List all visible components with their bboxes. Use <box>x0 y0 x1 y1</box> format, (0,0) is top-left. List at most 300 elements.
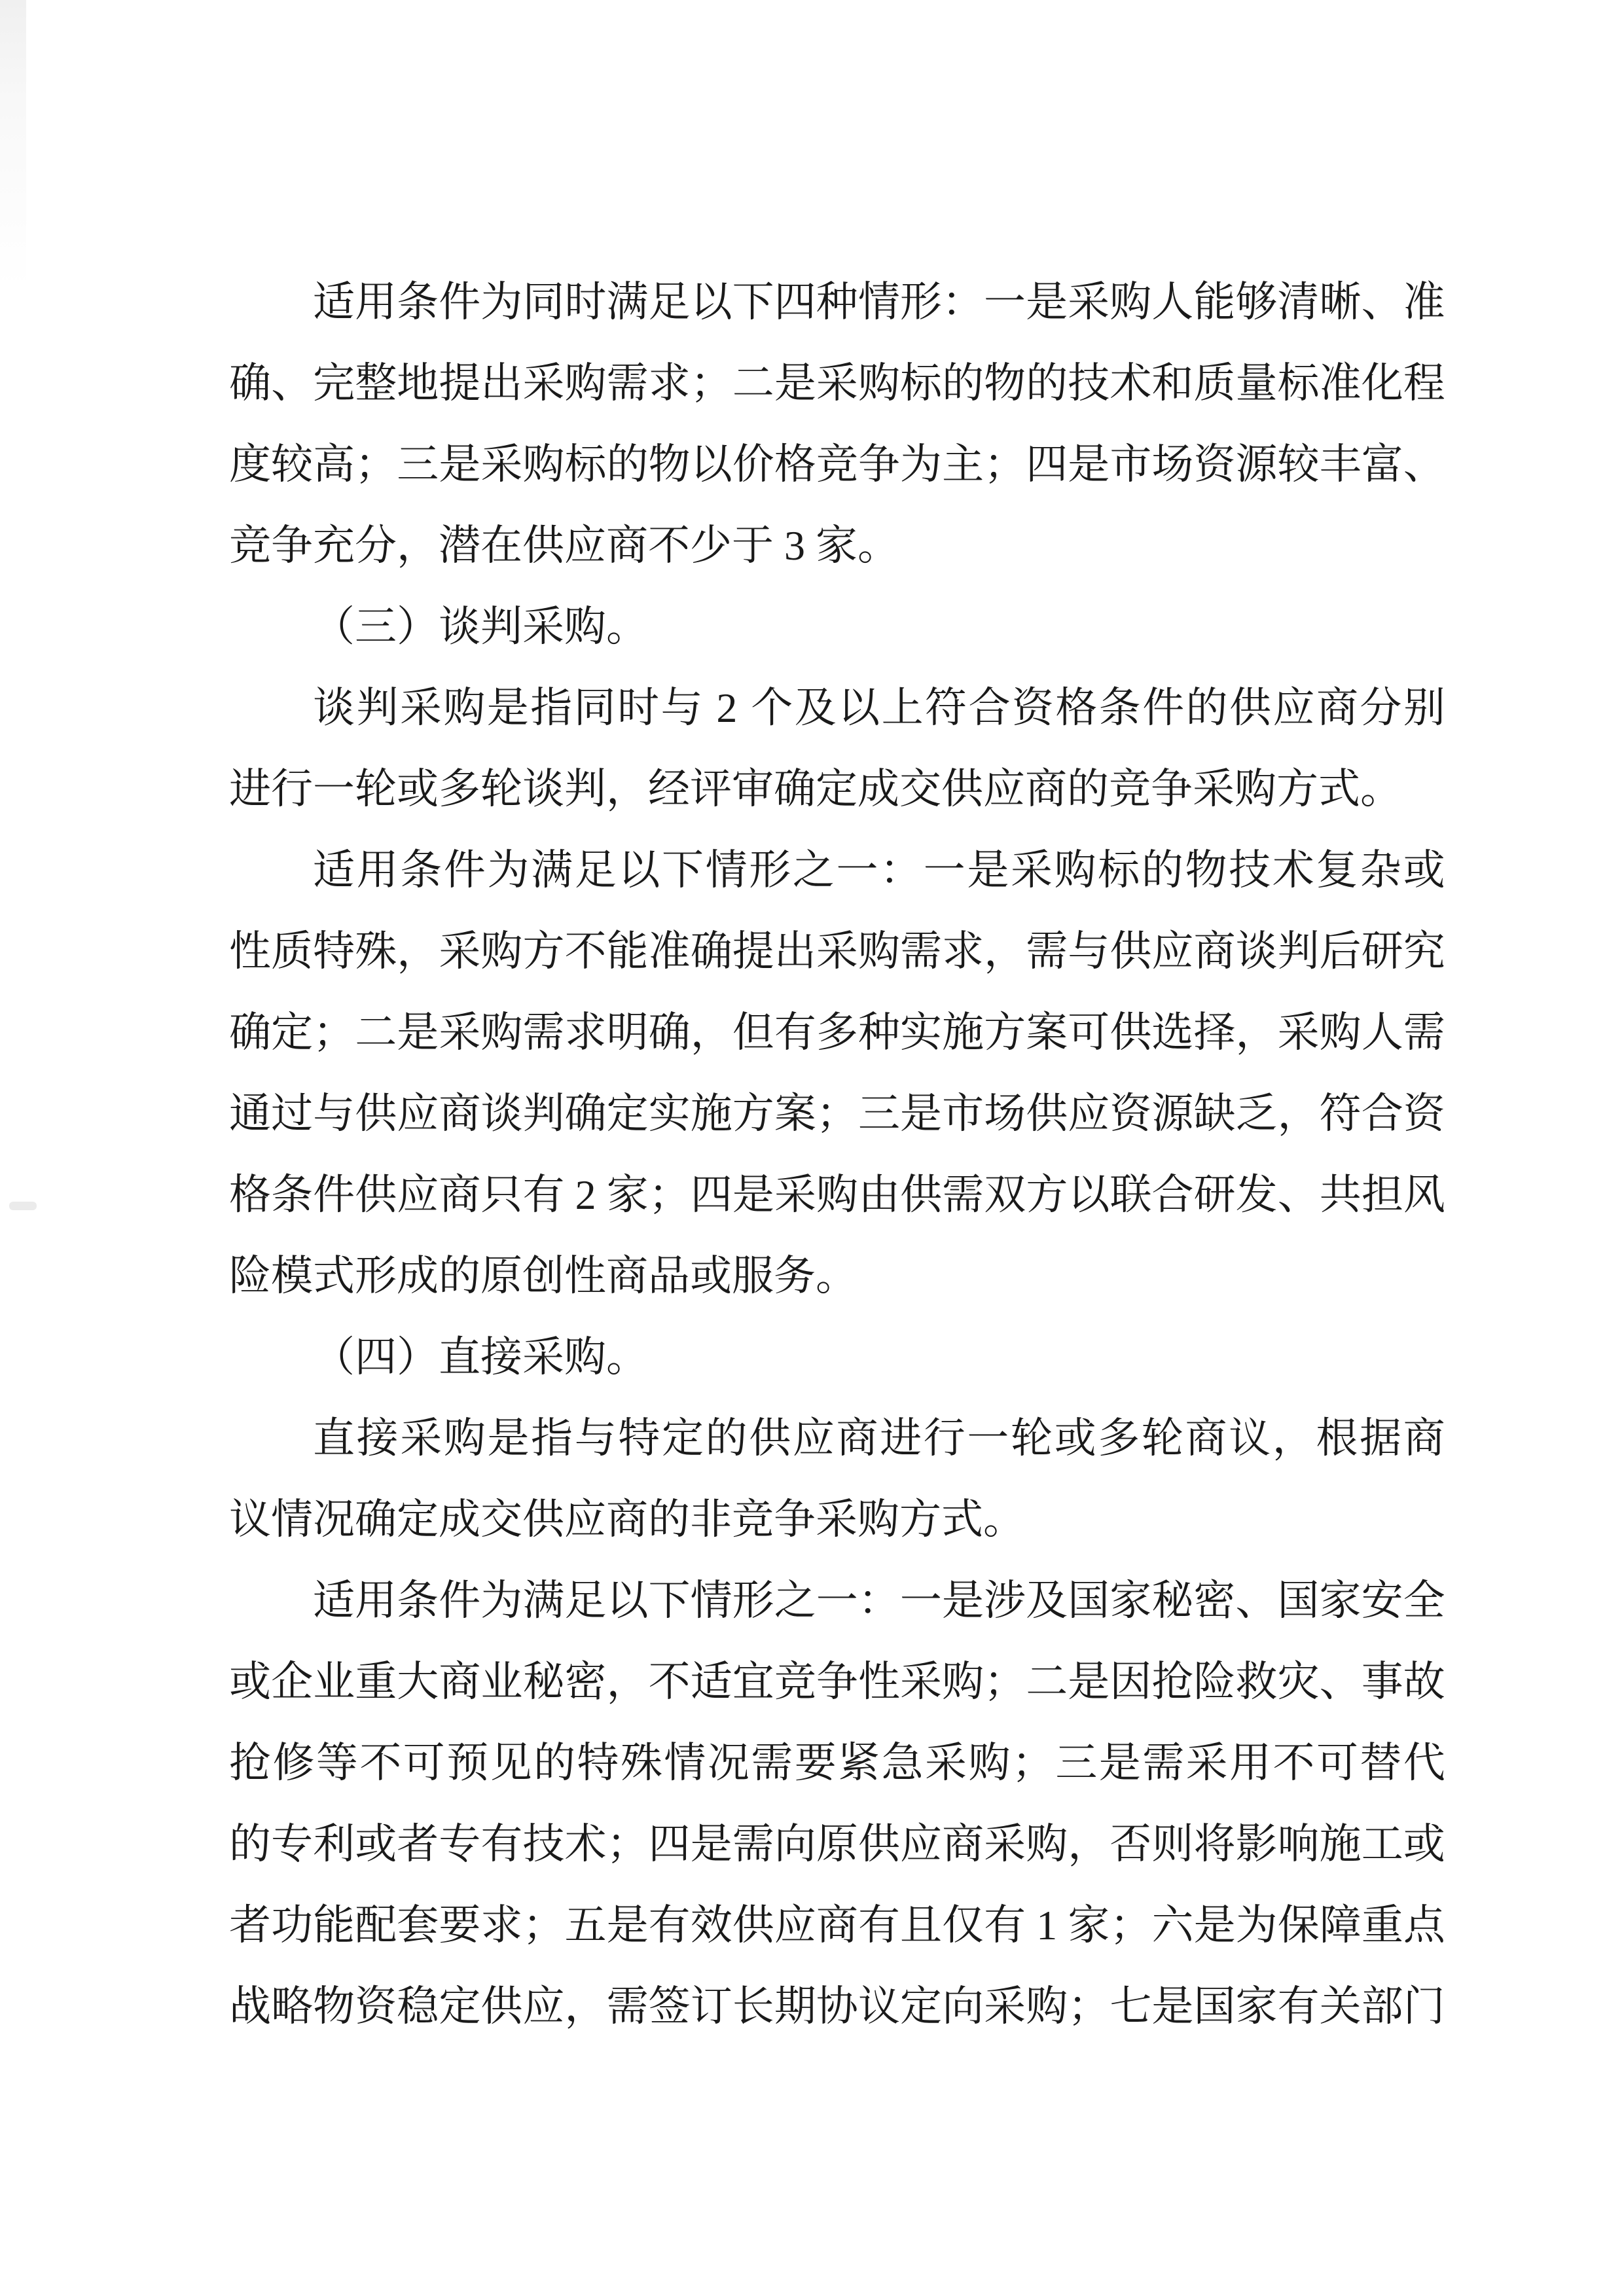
glyph: 分 <box>1360 685 1402 731</box>
glyph: 多 <box>1098 1415 1140 1462</box>
glyph <box>739 668 749 749</box>
glyph: 轮 <box>1011 1415 1053 1462</box>
glyph: 采 <box>774 1172 816 1218</box>
glyph: 求 <box>564 1009 607 1056</box>
glyph: 情 <box>705 847 748 893</box>
glyph: 一 <box>836 847 878 893</box>
glyph: 程 <box>1403 360 1445 406</box>
glyph: 一 <box>984 279 1026 325</box>
glyph: 殊 <box>355 928 397 975</box>
glyph: 进 <box>880 1415 922 1462</box>
glyph: 准 <box>1319 360 1362 406</box>
glyph: 将 <box>1193 1821 1236 1867</box>
glyph: 商 <box>439 1090 481 1137</box>
glyph: 影 <box>1235 1821 1278 1867</box>
glyph: 安 <box>1361 1577 1403 1624</box>
glyph: 供 <box>355 1090 397 1137</box>
glyph: 要 <box>439 1902 481 1948</box>
glyph: 合 <box>1361 1090 1403 1137</box>
glyph: 配 <box>355 1902 397 1948</box>
glyph: 应 <box>1272 685 1315 731</box>
glyph: 指 <box>531 1415 573 1462</box>
glyph: 个 <box>751 685 793 731</box>
glyph: 方 <box>1026 1172 1068 1218</box>
glyph: 以 <box>618 847 660 893</box>
glyph: 合 <box>968 685 1011 731</box>
glyph: 不 <box>648 1659 691 1705</box>
glyph: 是 <box>732 1172 774 1218</box>
glyph: 不 <box>1272 1740 1315 1786</box>
glyph: 、 <box>1235 1577 1278 1624</box>
glyph: 效 <box>690 1902 732 1948</box>
glyph: 之 <box>792 847 835 893</box>
text-line <box>229 1398 1445 1479</box>
glyph: 或 <box>1054 1415 1096 1462</box>
glyph: 条 <box>397 279 439 325</box>
glyph: ； <box>1110 1902 1152 1948</box>
text-block <box>229 262 1445 2047</box>
glyph: 的 <box>705 1415 748 1462</box>
glyph: 或 <box>1403 847 1445 893</box>
glyph: 需 <box>1142 1740 1185 1786</box>
glyph: 有 <box>480 1821 523 1867</box>
glyph: 协 <box>816 1983 858 2030</box>
glyph: 的 <box>1026 360 1068 406</box>
glyph: 二 <box>355 1009 397 1056</box>
glyph <box>704 668 715 749</box>
glyph: 购 <box>564 360 607 406</box>
glyph: 需 <box>1403 1009 1445 1056</box>
glyph: 是 <box>1151 1983 1194 2030</box>
glyph: 的 <box>942 360 984 406</box>
glyph: 与 <box>660 685 703 731</box>
glyph: 条 <box>397 1577 439 1624</box>
glyph: 标 <box>1277 360 1320 406</box>
glyph: 可 <box>403 1740 445 1786</box>
glyph: 为 <box>1235 1902 1278 1948</box>
glyph: 择 <box>1193 1009 1236 1056</box>
glyph: 轮 <box>1141 1415 1183 1462</box>
glyph: 定 <box>900 1983 942 2030</box>
glyph: 情 <box>857 279 900 325</box>
glyph: 三 <box>1055 1740 1098 1786</box>
glyph: 有 <box>857 1902 900 1948</box>
glyph: 供 <box>1026 1090 1068 1137</box>
glyph: 专 <box>271 1821 314 1867</box>
glyph: 根 <box>1316 1415 1358 1462</box>
glyph: 实 <box>900 1009 942 1056</box>
glyph: 与 <box>574 1415 617 1462</box>
glyph: 三 <box>857 1090 900 1137</box>
glyph: 方 <box>732 1090 774 1137</box>
glyph: 形 <box>899 279 942 325</box>
glyph: 与 <box>1068 928 1110 975</box>
glyph: 够 <box>1235 279 1278 325</box>
glyph: 购 <box>480 928 523 975</box>
glyph: 采 <box>439 928 481 975</box>
glyph: 采 <box>925 1740 967 1786</box>
glyph: 供 <box>1229 685 1272 731</box>
glyph: 要 <box>794 1740 837 1786</box>
glyph: 则 <box>1151 1821 1194 1867</box>
glyph: 抢 <box>1151 1659 1194 1705</box>
glyph: ， <box>1068 1821 1110 1867</box>
glyph: 且 <box>900 1902 942 1948</box>
glyph: 物 <box>1185 847 1227 893</box>
glyph: 足 <box>648 279 691 325</box>
glyph: 是 <box>1068 1659 1110 1705</box>
glyph: 情 <box>690 1577 732 1624</box>
glyph: 四 <box>1026 441 1068 488</box>
glyph: 四 <box>774 279 816 325</box>
glyph: 长 <box>732 1983 774 2030</box>
glyph: 商 <box>1193 928 1236 975</box>
glyph: 需 <box>751 1740 793 1786</box>
glyph: 有 <box>1277 1983 1320 2030</box>
glyph: 之 <box>774 1577 816 1624</box>
glyph: 条 <box>400 847 442 893</box>
glyph: 主 <box>942 441 984 488</box>
glyph: 可 <box>1316 1740 1358 1786</box>
glyph: 购 <box>857 928 900 975</box>
glyph: 战 <box>229 1983 271 2030</box>
glyph: 下 <box>648 1577 691 1624</box>
glyph: 购 <box>816 1172 858 1218</box>
glyph: 为 <box>480 279 523 325</box>
glyph: 格 <box>1055 685 1098 731</box>
glyph: 定 <box>606 1090 649 1137</box>
glyph: 用 <box>356 847 399 893</box>
glyph: 方 <box>522 928 565 975</box>
glyph: 套 <box>397 1902 439 1948</box>
glyph: 、 <box>1361 279 1403 325</box>
text-line <box>229 911 1445 992</box>
glyph: 以 <box>690 279 732 325</box>
glyph: 况 <box>707 1740 749 1786</box>
glyph: 究 <box>1403 928 1445 975</box>
glyph: 为 <box>480 1577 523 1624</box>
glyph: 件 <box>439 279 481 325</box>
glyph: 整 <box>355 360 397 406</box>
glyph: ： <box>857 1577 900 1624</box>
glyph: 采 <box>816 928 858 975</box>
glyph: 种 <box>857 1009 900 1056</box>
glyph: 定 <box>439 1983 481 2030</box>
glyph: 风 <box>1403 1172 1445 1218</box>
glyph: 较 <box>271 441 314 488</box>
glyph: 竞 <box>816 441 858 488</box>
glyph: ， <box>1277 1090 1320 1137</box>
glyph: 判 <box>356 685 399 731</box>
text-line <box>229 1560 1445 1641</box>
glyph: 后 <box>1319 928 1362 975</box>
glyph: 确 <box>564 1090 607 1137</box>
glyph: 件 <box>313 1172 355 1218</box>
glyph: 商 <box>1185 1415 1227 1462</box>
glyph: 定 <box>271 1009 314 1056</box>
text-line <box>229 1155 1445 1236</box>
glyph: 需 <box>942 1172 984 1218</box>
glyph: 工 <box>1361 1821 1403 1867</box>
glyph: 别 <box>1403 685 1445 731</box>
glyph: ； <box>648 1172 691 1218</box>
glyph: ； <box>313 1009 355 1056</box>
glyph: 谈 <box>313 685 355 731</box>
scan-artifact-top-left <box>0 0 26 288</box>
glyph: 1 <box>1036 1902 1058 1948</box>
glyph: 多 <box>816 1009 858 1056</box>
glyph: 业 <box>480 1659 523 1705</box>
glyph: 形 <box>749 847 791 893</box>
glyph: 向 <box>774 1821 816 1867</box>
glyph: 研 <box>1193 1172 1236 1218</box>
glyph: 件 <box>1142 685 1185 731</box>
glyph: 向 <box>942 1983 984 2030</box>
glyph: 形 <box>732 1577 774 1624</box>
glyph: 有 <box>984 1902 1026 1948</box>
glyph: 但 <box>732 1009 774 1056</box>
glyph: 是 <box>487 1415 530 1462</box>
glyph: 谈 <box>480 1090 523 1137</box>
glyph: 质 <box>271 928 314 975</box>
glyph: 下 <box>732 279 774 325</box>
glyph: 乏 <box>1235 1090 1278 1137</box>
glyph: 为 <box>900 441 942 488</box>
text-line: 进行一轮或多轮谈判，经评审确定成交供应商的竞争采购方式。 <box>229 766 1402 812</box>
glyph: 资 <box>355 1983 397 2030</box>
glyph: 通 <box>229 1090 271 1137</box>
glyph: 家 <box>1110 1577 1152 1624</box>
glyph: 需 <box>606 360 649 406</box>
text-line <box>229 343 1445 424</box>
glyph: 国 <box>1068 1577 1110 1624</box>
glyph: 选 <box>1151 1009 1194 1056</box>
glyph: ； <box>355 441 397 488</box>
glyph: 应 <box>774 1902 816 1948</box>
glyph: 应 <box>1151 928 1194 975</box>
glyph: 替 <box>1360 1740 1402 1786</box>
glyph: 直 <box>313 1415 355 1462</box>
glyph: 的 <box>606 441 649 488</box>
glyph: 稳 <box>397 1983 439 2030</box>
glyph: 市 <box>1110 441 1152 488</box>
glyph: 种 <box>816 279 858 325</box>
glyph: 确 <box>690 928 732 975</box>
glyph: 担 <box>1361 1172 1403 1218</box>
glyph: 原 <box>816 1821 858 1867</box>
glyph: 一 <box>816 1577 858 1624</box>
glyph: 一 <box>899 1577 942 1624</box>
glyph: 全 <box>1403 1577 1445 1624</box>
glyph: 商 <box>942 1821 984 1867</box>
glyph: 时 <box>617 685 660 731</box>
glyph: 合 <box>1151 1172 1194 1218</box>
glyph: 术 <box>564 1821 607 1867</box>
glyph: 标 <box>900 360 942 406</box>
glyph: 供 <box>1110 928 1152 975</box>
glyph: 是 <box>1098 1740 1141 1786</box>
glyph: 研 <box>1361 928 1403 975</box>
glyph: 购 <box>522 441 565 488</box>
glyph: 七 <box>1110 1983 1152 2030</box>
glyph: 人 <box>1361 1009 1403 1056</box>
glyph: 以 <box>690 441 732 488</box>
glyph: 商 <box>836 1415 878 1462</box>
glyph: 采 <box>1011 847 1053 893</box>
glyph: ； <box>522 1902 565 1948</box>
glyph: 施 <box>1319 1821 1362 1867</box>
text-line <box>229 668 1445 749</box>
glyph: 家 <box>1068 1902 1110 1948</box>
text-line <box>229 1641 1445 1723</box>
glyph: 购 <box>1026 1983 1068 2030</box>
glyph: ， <box>564 1983 607 2030</box>
glyph: 情 <box>664 1740 706 1786</box>
glyph: 晰 <box>1319 279 1362 325</box>
glyph: 殊 <box>620 1740 662 1786</box>
glyph: 求 <box>648 360 691 406</box>
glyph: 案 <box>1026 1009 1068 1056</box>
glyph: 能 <box>313 1902 355 1948</box>
glyph: ， <box>984 928 1026 975</box>
glyph: 件 <box>439 1577 481 1624</box>
glyph: 2 <box>716 685 738 731</box>
glyph: 一 <box>923 847 965 893</box>
glyph: 是 <box>941 1577 984 1624</box>
glyph: 六 <box>1151 1902 1194 1948</box>
glyph: 五 <box>564 1902 607 1948</box>
glyph: 订 <box>690 1983 732 2030</box>
glyph: 足 <box>574 847 617 893</box>
glyph: 部 <box>1361 1983 1403 2030</box>
glyph: 商 <box>1403 1415 1445 1462</box>
glyph: 大 <box>397 1659 439 1705</box>
glyph: 购 <box>1319 1009 1362 1056</box>
glyph: 重 <box>355 1659 397 1705</box>
glyph: 符 <box>1319 1090 1362 1137</box>
glyph: 判 <box>1277 928 1320 975</box>
glyph: 特 <box>313 928 355 975</box>
glyph: 特 <box>577 1740 619 1786</box>
glyph: 的 <box>229 1821 271 1867</box>
glyph: 不 <box>359 1740 402 1786</box>
glyph: 定 <box>662 1415 704 1462</box>
glyph: 购 <box>857 360 900 406</box>
glyph: 需 <box>900 928 942 975</box>
glyph: 急 <box>881 1740 924 1786</box>
scan-artifact-left-margin <box>9 1202 37 1210</box>
glyph: 可 <box>1068 1009 1110 1056</box>
glyph: 灾 <box>1277 1659 1320 1705</box>
glyph: 丰 <box>1319 441 1362 488</box>
glyph: 议 <box>857 1983 900 2030</box>
glyph: 家 <box>1235 1983 1278 2030</box>
glyph: 件 <box>443 847 486 893</box>
glyph: 时 <box>564 279 607 325</box>
glyph: 是 <box>606 1902 649 1948</box>
glyph: 有 <box>648 1902 691 1948</box>
glyph: 同 <box>573 685 616 731</box>
glyph: 购 <box>1026 1821 1068 1867</box>
glyph: 接 <box>356 1415 399 1462</box>
glyph: 高 <box>313 441 355 488</box>
glyph: 密 <box>1193 1577 1236 1624</box>
glyph: ： <box>880 847 922 893</box>
glyph: 同 <box>522 279 565 325</box>
glyph: 资 <box>1193 441 1236 488</box>
glyph: 关 <box>1319 1983 1362 2030</box>
glyph: 上 <box>881 685 924 731</box>
glyph: 应 <box>1068 1090 1110 1137</box>
glyph: 性 <box>229 928 271 975</box>
glyph: 完 <box>313 360 355 406</box>
glyph: 国 <box>1277 1577 1320 1624</box>
glyph: 购 <box>1054 847 1096 893</box>
glyph: 采 <box>480 441 523 488</box>
glyph: 争 <box>816 1659 858 1705</box>
glyph: 方 <box>984 1009 1026 1056</box>
glyph: 术 <box>1110 360 1152 406</box>
glyph: 是 <box>690 1821 732 1867</box>
glyph: 采 <box>1277 1009 1320 1056</box>
glyph: 险 <box>1193 1659 1236 1705</box>
glyph: 发 <box>1235 1172 1278 1218</box>
glyph: 双 <box>984 1172 1026 1218</box>
glyph: 案 <box>774 1090 816 1137</box>
glyph: 量 <box>1235 360 1278 406</box>
glyph: 符 <box>925 685 967 731</box>
glyph: 供 <box>480 1983 523 2030</box>
glyph: 利 <box>313 1821 355 1867</box>
glyph: 是 <box>1193 1902 1236 1948</box>
glyph: 紧 <box>838 1740 880 1786</box>
glyph: ； <box>984 441 1026 488</box>
glyph: 用 <box>355 1577 397 1624</box>
glyph: 技 <box>1229 847 1271 893</box>
glyph: 技 <box>522 1821 565 1867</box>
glyph: 格 <box>229 1172 271 1218</box>
glyph: 见 <box>490 1740 532 1786</box>
glyph: 采 <box>984 1983 1026 2030</box>
glyph: 供 <box>1110 1009 1152 1056</box>
glyph: 采 <box>399 685 442 731</box>
glyph: 购 <box>443 685 486 731</box>
glyph: 需 <box>606 1983 649 2030</box>
glyph: 判 <box>522 1090 565 1137</box>
glyph: 是 <box>900 1090 942 1137</box>
text-line <box>229 424 1445 505</box>
glyph: 四 <box>690 1172 732 1218</box>
glyph: ， <box>606 1659 649 1705</box>
glyph: 是 <box>774 360 816 406</box>
glyph: 场 <box>984 1090 1026 1137</box>
glyph: 是 <box>486 685 529 731</box>
glyph: 指 <box>530 685 573 731</box>
glyph: 确 <box>229 1009 271 1056</box>
glyph: 因 <box>1110 1659 1152 1705</box>
glyph: 或 <box>1403 1821 1445 1867</box>
glyph: 需 <box>1026 928 1068 975</box>
glyph: 出 <box>774 928 816 975</box>
glyph: 标 <box>1098 847 1140 893</box>
glyph: 供 <box>749 1415 791 1462</box>
glyph: 秘 <box>1151 1577 1194 1624</box>
glyph: 下 <box>662 847 704 893</box>
glyph: 缺 <box>1193 1090 1236 1137</box>
glyph: 联 <box>1110 1172 1152 1218</box>
glyph: 用 <box>355 279 397 325</box>
glyph: 谈 <box>1235 928 1278 975</box>
